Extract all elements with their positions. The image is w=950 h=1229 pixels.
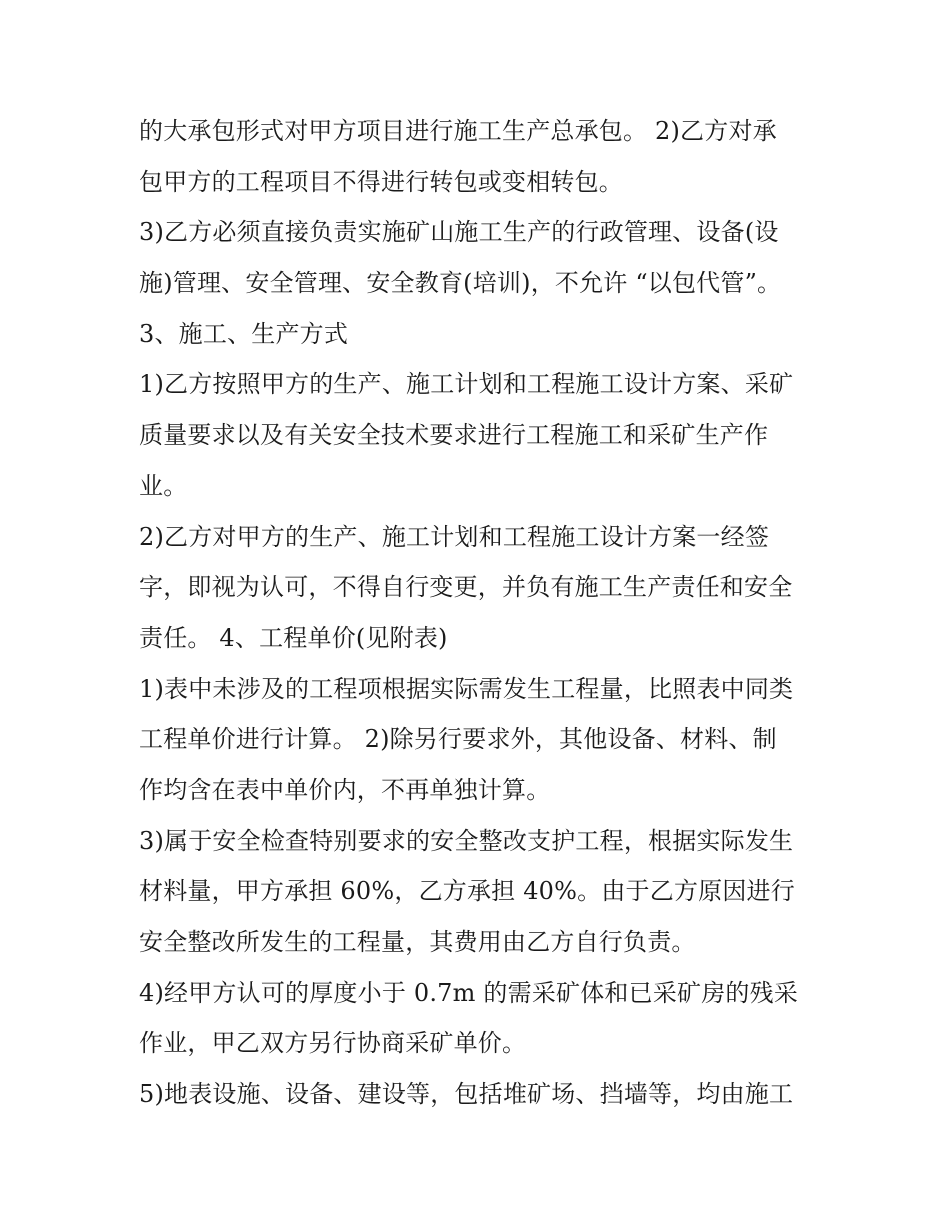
text-line: 包甲方的工程项目不得进行转包或变相转包。 [139,167,623,196]
text-line: 工程单价进行计算。 2)除另行要求外，其他设备、材料、制 [139,725,777,754]
text-line: 2)乙方对甲方的生产、施工计划和工程施工设计方案一经签 [139,522,770,551]
section-heading: 3、施工、生产方式 [139,319,349,348]
text-line: 责任。 4、工程单价(见附表) [139,623,448,652]
text-line: 5)地表设施、设备、建设等，包括堆矿场、挡墙等，均由施工 [139,1080,794,1109]
text-line: 字，即视为认可，不得自行变更，并负有施工生产责任和安全 [139,573,793,602]
text-line: 质量要求以及有关安全技术要求进行工程施工和采矿生产作 [139,421,769,450]
text-line: 的大承包形式对甲方项目进行施工生产总承包。 2)乙方对承 [139,117,777,145]
text-line: 1)乙方按照甲方的生产、施工计划和工程施工设计方案、采矿 [139,370,794,399]
text-line: 业。 [139,471,188,500]
text-line: 1)表中未涉及的工程项根据实际需发生工程量，比照表中同类 [139,674,794,703]
text-line: 作业，甲乙双方另行协商采矿单价。 [139,1029,527,1058]
text-line: 3)乙方必须直接负责实施矿山施工生产的行政管理、设备(设 [139,218,779,247]
text-line: 4)经甲方认可的厚度小于 0.7m 的需采矿体和已采矿房的残采 [139,978,799,1007]
document-body [139,106,819,1120]
text-line: 施)管理、安全管理、安全教育(培训)，不允许 “以包代管”。 [139,269,782,298]
text-line: 安全整改所发生的工程量，其费用由乙方自行负责。 [139,928,696,956]
text-line: 材料量，甲方承担 60%，乙方承担 40%。由于乙方原因进行 [139,877,795,906]
text-line: 作均含在表中单价内，不再单独计算。 [139,775,551,804]
text-line: 3)属于安全检查特别要求的安全整改支护工程，根据实际发生 [139,826,794,855]
